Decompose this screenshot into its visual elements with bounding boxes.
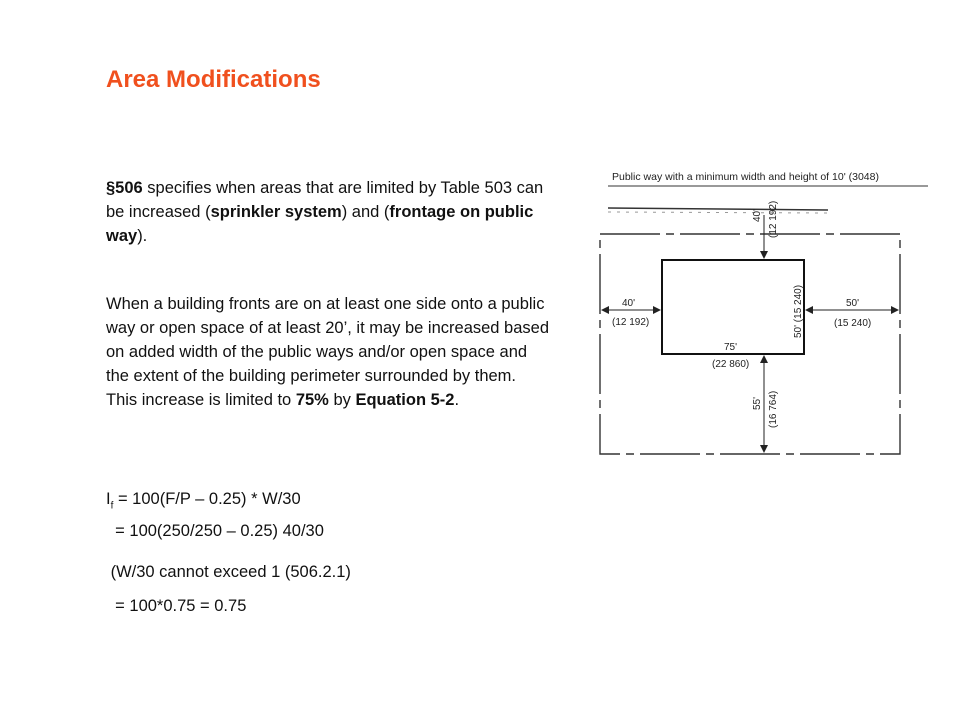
- formula-line-2: = 100(250/250 – 0.25) 40/30: [106, 522, 324, 540]
- paragraph-frontage: [106, 292, 551, 412]
- page-title: Area Modifications: [106, 66, 321, 93]
- paragraph-text: When a building fronts are on at least one side onto a public way or open space of at least 20’, it may be increased based on added width of the public ways and/or open space and the extent of the building perimeter surrounded by them. This increase is limited to: [106, 295, 550, 409]
- street-line: [608, 208, 828, 210]
- paragraph-text: ).: [137, 227, 148, 245]
- paragraph-text: ) and (: [341, 203, 390, 221]
- formula-subscript: f: [110, 500, 114, 512]
- right-dimension-metric: (15 240): [834, 318, 872, 329]
- building-outline: [662, 260, 804, 354]
- formula-symbol: I: [106, 490, 111, 508]
- top-dimension-metric: (12 192): [768, 200, 779, 238]
- frontage-term: frontage on public way: [106, 203, 534, 245]
- paragraph-text: by: [328, 391, 356, 409]
- building-height-label: 50' (15 240): [793, 284, 804, 338]
- sprinkler-term: sprinkler system: [210, 203, 342, 221]
- section-reference: §506: [106, 179, 143, 197]
- paragraph-section-506: [106, 176, 551, 248]
- equation-reference: Equation 5-2: [355, 391, 455, 409]
- paragraph-text: .: [454, 391, 460, 409]
- open-space-boundary: [600, 234, 900, 454]
- public-way-caption: Public way with a minimum width and height of 10' (3048): [612, 171, 879, 183]
- formula-expression: = 100(F/P – 0.25) * W/30: [113, 490, 301, 508]
- bottom-dimension-label: 55': [752, 396, 763, 410]
- limit-percent: 75%: [295, 391, 329, 409]
- formula-line-3: (W/30 cannot exceed 1 (506.2.1): [106, 563, 351, 581]
- right-dimension-label: 50': [846, 298, 860, 309]
- paragraph-text: specifies when areas that are limited by Table 503 can be increased (: [106, 179, 544, 221]
- left-dimension-metric: (12 192): [612, 317, 650, 328]
- street-line-dash: [608, 212, 828, 213]
- bottom-dimension-metric: (16 764): [768, 390, 779, 428]
- building-width-label: 75': [724, 342, 738, 353]
- left-dimension-label: 40': [622, 298, 636, 309]
- frontage-diagram: [592, 160, 937, 470]
- top-dimension-label: 40': [752, 208, 763, 222]
- building-width-metric: (22 860): [712, 359, 750, 370]
- formula-line-4: = 100*0.75 = 0.75: [106, 597, 247, 615]
- formula-line-1: [106, 490, 301, 511]
